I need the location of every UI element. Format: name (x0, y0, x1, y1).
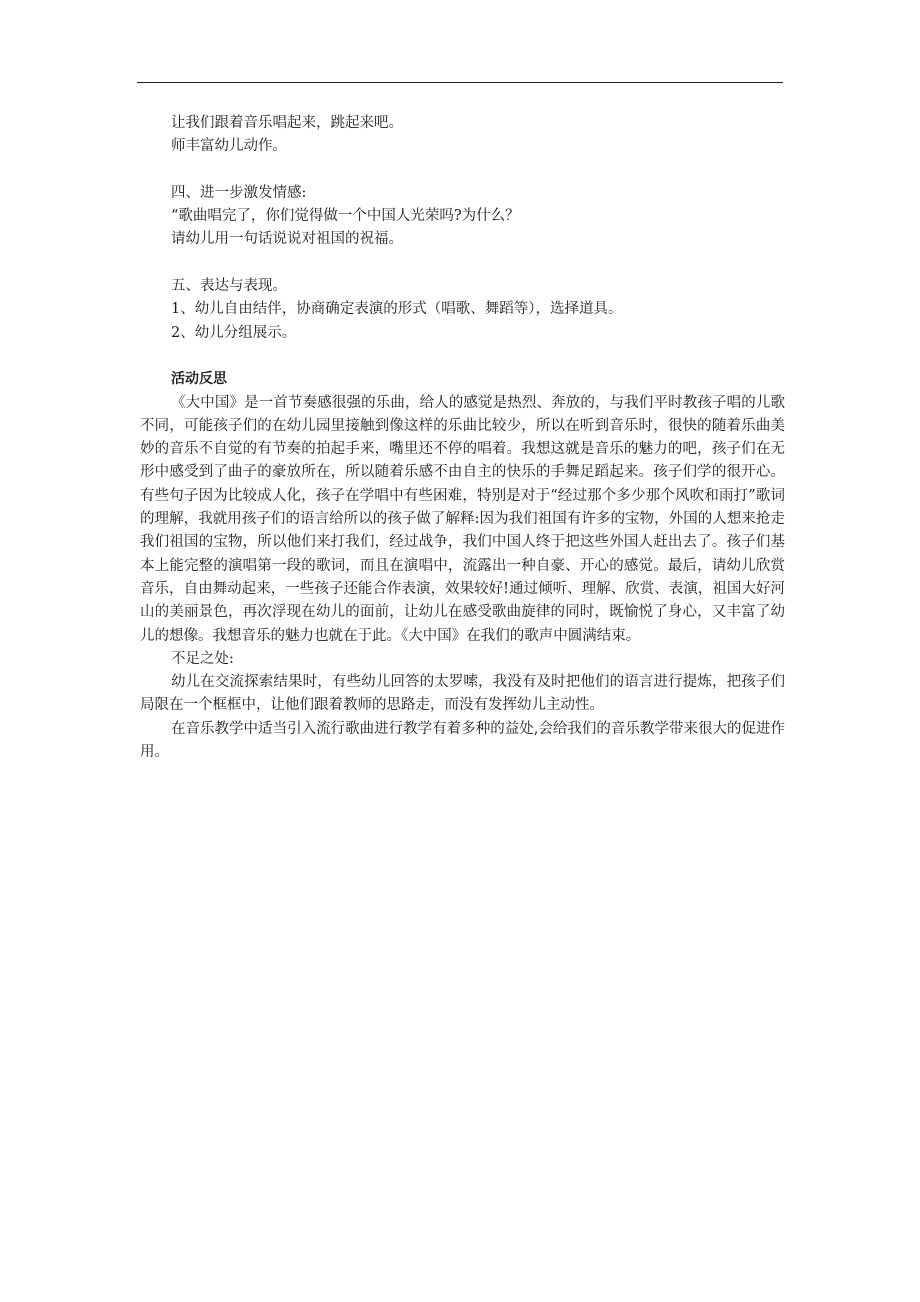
text-line: 2、幼儿分组展示。 (171, 324, 297, 341)
text-line: “歌曲唱完了，你们觉得做一个中国人光荣吗?为什么？ (171, 208, 520, 225)
text-line: 请幼儿用一句话说说对祖国的祝福。 (171, 231, 403, 248)
blank-line (140, 159, 785, 182)
blank-line (140, 345, 785, 368)
reflection-paragraph: 《大中国》是一首节奏感很强的乐曲，给人的感觉是热烈、奔放的，与我们平时教孩子唱的儿歌不同，可能孩子们的在幼儿园里接触到像这样的乐曲比较少，所以在听到音乐时，很快的随着乐曲美妙的音乐不自觉的有节奏的拍起手来，嘴里还不停的唱着。我想这就是音乐的魅力的吧，孩子们在无形中感受到了曲子的豪放所在，所以随着乐感不由自主的快乐的手舞足蹈起来。孩子们学的很开心。有些句子因为比较成人化，孩子在学唱中有些困难，特别是对于“经过那个多少那个风吹和雨打”歌词的理解，我就用孩子们的语言给所以的孩子做了解释:因为我们祖国有许多的宝物，外国的人想来抢走我们祖国的宝物，所以他们来打我们，经过战争，我们中国人终于把这些外国人赶出去了。孩子们基本上能完整的演唱第一段的歌词，而且在演唱中，流露出一种自豪、开心的感觉。最后，请幼儿欣赏音乐，自由舞动起来，一些孩子还能合作表演，效果较好!通过倾听、理解、欣赏、表演，祖国大好河山的美丽景色，再次浮现在幼儿的面前，让幼儿在感受歌曲旋律的同时，既愉悦了身心，又丰富了幼儿的想像。我想音乐的魅力也就在于此。《大中国》在我们的歌声中圆满结束。 (140, 394, 785, 644)
header-rule (137, 82, 783, 83)
section-five-title: 五、表达与表现。 (171, 278, 287, 295)
reflection-title: 活动反思 (171, 371, 227, 388)
shortcomings-paragraph: 幼儿在交流探索结果时，有些幼儿回答的太罗嗦，我没有及时把他们的语言进行提炼，把孩子们局限在一个框框中，让他们跟着教师的思路走，而没有发挥幼儿主动性。 (140, 674, 785, 714)
document-body (140, 112, 785, 764)
blank-line (140, 252, 785, 275)
text-line: 师丰富幼儿动作。 (171, 138, 287, 155)
conclusion-paragraph: 在音乐教学中适当引入流行歌曲进行教学有着多种的益处,会给我们的音乐教学带来很大的促进作用。 (140, 720, 785, 761)
text-line: 1、幼儿自由结伴，协商确定表演的形式（唱歌、舞蹈等），选择道具。 (171, 301, 623, 318)
shortcomings-title: 不足之处: (171, 650, 234, 667)
text-line: 让我们跟着音乐唱起来，跳起来吧。 (171, 115, 403, 131)
section-four-title: 四、进一步激发情感: (171, 184, 307, 201)
